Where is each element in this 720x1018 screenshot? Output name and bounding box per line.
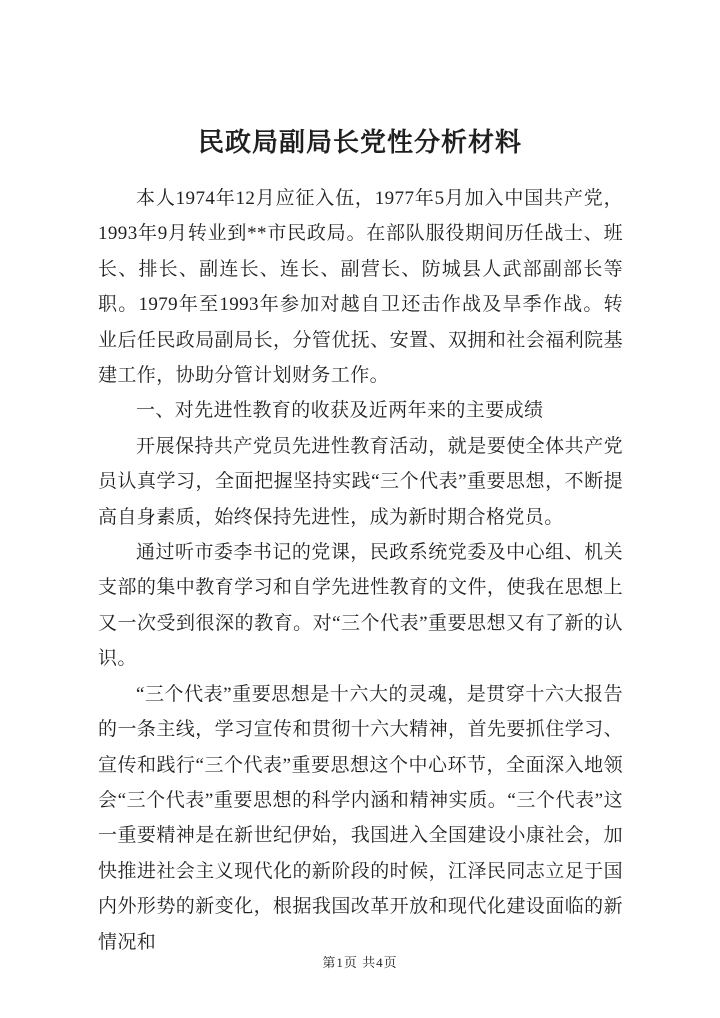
document-title: 民政局副局长党性分析材料 — [197, 128, 522, 157]
paragraph-intro: 本人1974年12月应征入伍，1977年5月加入中国共产党，1993年9月转业到**市民政局。在部队服役期间历任战士、班长、排长、副连长、连长、副营长、防城县人武部副部长等职。1979年至1993年参加对越自卫还击作战及旱季作战。转业后任民政局副局长，分管优抚、安置、双拥和社会福利院基建工作，协助分管计划财务工作。 — [98, 188, 623, 387]
paragraph: 开展保持共产党员先进性教育活动，就是要使全体共产党员认真学习，全面把握坚持实践“三个代表”重要思想，不断提高自身素质，始终保持先进性，成为新时期合格党员。 — [98, 435, 623, 528]
paragraph: 通过听市委李书记的党课，民政系统党委及中心组、机关支部的集中教育学习和自学先进性教育的文件，使我在思想上又一次受到很深的教育。对“三个代表”重要思想又有了新的认识。 — [98, 542, 623, 670]
paragraph: “三个代表”重要思想是十六大的灵魂，是贯穿十六大报告的一条主线，学习宣传和贯彻十六大精神，首先要抓住学习、宣传和践行“三个代表”重要思想这个中心环节，全面深入地领会“三个代表”重要思想的科学内涵和精神实质。“三个代表”这一重要精神是在新世纪伊始，我国进入全国建设小康社会，加快推进社会主义现代化的新阶段的时候，江泽民同志立足于国内外形势的新变化，根据我国改革开放和现代化建设面临的新情况和 — [98, 683, 623, 953]
section-heading-1: 一、对先进性教育的收获及近两年来的主要成绩 — [136, 400, 544, 422]
page-number-footer: 第1页 共4页 — [322, 955, 398, 970]
document-body — [98, 181, 623, 960]
